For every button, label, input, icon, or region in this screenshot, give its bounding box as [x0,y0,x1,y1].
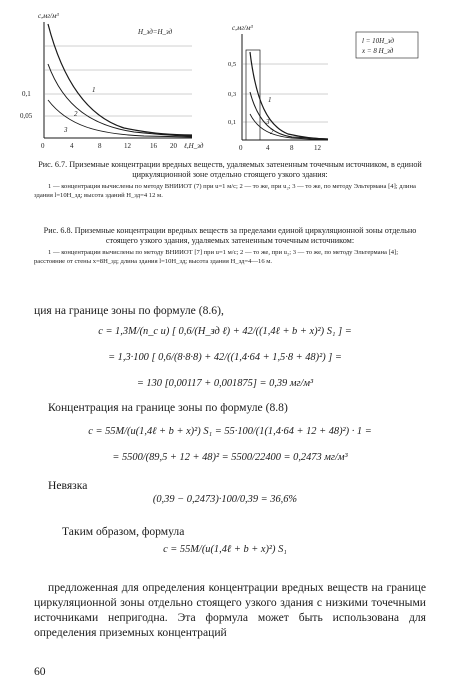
body-p2: Концентрация на границе зоны по формуле (8.8) [48,401,288,414]
y-tick: 0,1 [228,119,237,126]
curve-2 [250,92,328,139]
equation-6: (0,39 − 0,2473)·100/0,39 = 36,6% [152,494,298,505]
x-tick: 8 [98,142,102,150]
legend-line-1: l = 10H_зд [362,37,394,45]
y-axis-label: c,мг/м³ [38,12,59,20]
equation-4: c = 55M/(u(1,4ℓ + b + x)²) S₁ = 55·100/(1(1,4·64 + 12 + 48)²) · 1 = [88,426,372,437]
x-tick: 0 [239,144,243,152]
y-tick: 0,5 [228,61,237,68]
curve-label-3: 3 [266,118,270,126]
equation-2: = 1,3·100 [ 0,6/(8·8·8) + 42/((1,4·64 + 1,5·8 + 48)²) ] = [108,352,342,363]
x-tick: 4 [266,144,270,152]
y-axis-label: с,мг/м³ [232,24,253,32]
equation-1: c = 1,3M/(n_c u) [ 0,6/(H_зд ℓ) + 42/((1,4ℓ + b + x)²) S₁ ] = [98,326,352,337]
equation-5: = 5500/(89,5 + 12 + 48)² = 5500/22400 = 0,2473 мг/м³ [112,452,348,463]
body-p3: Невязка [48,479,88,492]
caption-title: Рис. 6.7. Приземные концентрации вредных веществ, удаляемых затененным точечным источником, в единой циркуляционной зоне отдельно стоящего узкого здания: [38,160,422,179]
body-p1: ция на границе зоны по формуле (8.6), [34,304,224,317]
caption-text: 1 — концентрация вычислены по методу ВНИИОТ (7) при u=1 м/с; 2 — то же, при u₂; 3 — то же, по методу Эльтермана [4]; длина здания l=10H_зд; высота зданий H_зд=4 12 м. [34,183,416,199]
x-tick: 12 [124,142,131,150]
x-tick: 12 [314,144,321,152]
x-tick: 20 [170,142,177,150]
y-tick: 0,1 [22,90,31,98]
curve-3 [48,100,192,137]
equation-3: = 130 [0,00117 + 0,001875] = 0,39 мг/м³ [136,378,314,389]
x-tick: 4 [70,142,74,150]
caption-title: Рис. 6.8. Приземные концентрации вредных веществ за пределами единой циркуляционной зоны отдельно стоящего узкого здания, удаляемых затененным точечным источником: [43,226,417,245]
y-tick: 0,05 [20,112,33,120]
figure-6-7-chart [14,8,214,154]
curve-label-2: 2 [74,110,78,118]
caption-6-8 [34,226,426,266]
y-tick: 0,3 [228,91,237,98]
page-number: 60 [34,665,46,678]
curve-1 [48,24,192,135]
x-axis-label: ℓ,H_зд [184,142,204,150]
body-p5: предложенная для определения концентрации вредных веществ на границе циркуляционной зоны отдельно стоящего узкого здания с низкими точечными источниками непригодна. Эта формула может быть использована для определения приземных концентраций [34,581,426,639]
curve-label-1: 1 [268,96,272,104]
curve-label-3: 3 [64,126,68,134]
caption-6-7 [34,160,426,200]
x-tick: 16 [150,142,157,150]
inner-label: Н_зд=H_зд [138,28,173,36]
curve-label-2: 2 [270,128,274,136]
legend-line-2: x = 8 H_зд [362,47,394,55]
x-tick: 8 [290,144,294,152]
curve-1 [250,52,328,139]
x-tick: 0 [41,142,45,150]
curve-2 [48,64,192,136]
body-p4: Таким образом, формула [62,525,185,538]
caption-text: 1 — концентрации вычислены по методу ВНИИОТ [7] при u=1 м/с; 2 — то же, при u₂; 3 — то же, по методу Эльтермана [4]; расстояние от стены x=8H_зд; длина здания l=10H_зд; высота здания H_зд=4—16 м. [34,249,399,265]
figure-6-8-chart [228,22,428,154]
curve-label-1: 1 [92,86,96,94]
equation-7: c = 55M/(u(1,4ℓ + b + x)²) S₁ [163,544,287,555]
